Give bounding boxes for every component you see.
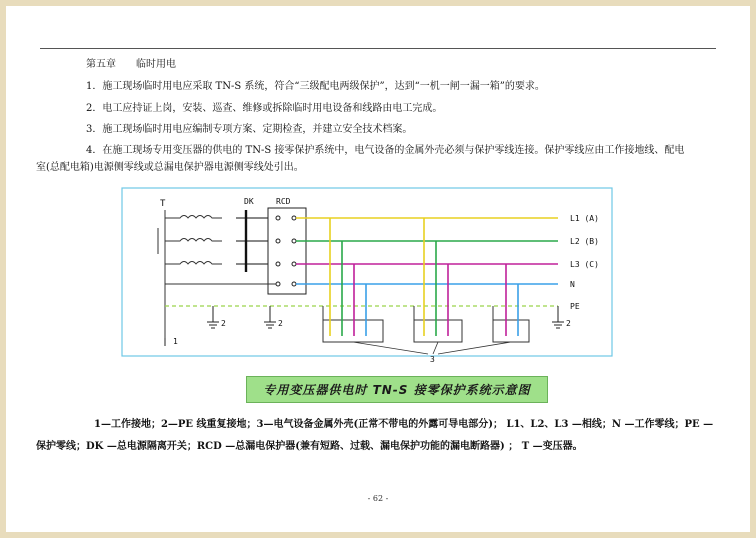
transformer-label: T (160, 199, 166, 209)
enclosure-pointer (353, 342, 511, 354)
equipment-enclosure-1 (323, 320, 383, 342)
legend-line-1: 1—工作接地；2—PE 线重复接地；3—电气设备金属外壳(正常不带电的外露可导电部分)； L1、L2、L3 —相线；N —工作零线；PE — (94, 419, 714, 430)
repeat-ground-label-3: 2 (566, 319, 571, 328)
diagram-caption: 专用变压器供电时 TN-S 接零保护系统示意图 (246, 376, 548, 403)
repeat-ground-label-2: 2 (278, 319, 283, 328)
rcd-terminals (276, 216, 296, 286)
l1-label: L1 (A) (570, 214, 599, 223)
isolating-switch (236, 210, 268, 272)
tn-s-wiring-diagram (118, 186, 618, 366)
pe-label: PE (570, 302, 580, 311)
document-page (6, 6, 750, 532)
equipment-1-drops (330, 218, 366, 336)
rcd-label: RCD (276, 197, 291, 206)
enclosure-label: 3 (430, 355, 435, 364)
equipment-2-drops (424, 218, 448, 336)
equipment-enclosure-2 (414, 320, 462, 342)
legend-line-2: 保护零线；DK —总电源隔离开关；RCD —总漏电保护器(兼有短路、过载、漏电保护功能的漏电断路器) ； T —变压器。 (36, 441, 583, 452)
paragraph-4-continued: 室(总配电箱)电源侧零线或总漏电保护器电源侧零线处引出。 (36, 162, 304, 173)
transformer-coils (158, 210, 222, 338)
diagram-frame (122, 188, 612, 356)
page-number: - 62 - (367, 494, 389, 503)
equipment-3-drops (506, 264, 518, 336)
switch-label: DK (244, 197, 254, 206)
paragraph-4: 4．在施工现场专用变压器的供电的 TN-S 接零保护系统中，电气设备的金属外壳必须与保护零线连接。保护零线应由工作接地线、配电 (86, 145, 685, 156)
l2-label: L2 (B) (570, 237, 599, 246)
n-label: N (570, 280, 575, 289)
equipment-enclosure-3 (493, 320, 529, 342)
paragraph-2: 2．电工应持证上岗，安装、巡查、维修或拆除临时用电设备和线路由电工完成。 (86, 103, 443, 114)
chapter-heading: 第五章 临时用电 (86, 59, 176, 70)
work-ground-label: 1 (173, 337, 178, 346)
diagram-legend (36, 414, 726, 458)
repeat-ground-label-1: 2 (221, 319, 226, 328)
header-rule (40, 48, 716, 49)
rcd-box (268, 208, 306, 294)
paragraph-3: 3．施工现场临时用电应编制专项方案、定期检查，并建立安全技术档案。 (86, 124, 413, 135)
l3-label: L3 (C) (570, 260, 599, 269)
paragraph-1: 1．施工现场临时用电应采取 TN-S 系统，符合“三级配电两级保护”，达到“一机一闸一漏一箱”的要求。 (86, 81, 545, 92)
